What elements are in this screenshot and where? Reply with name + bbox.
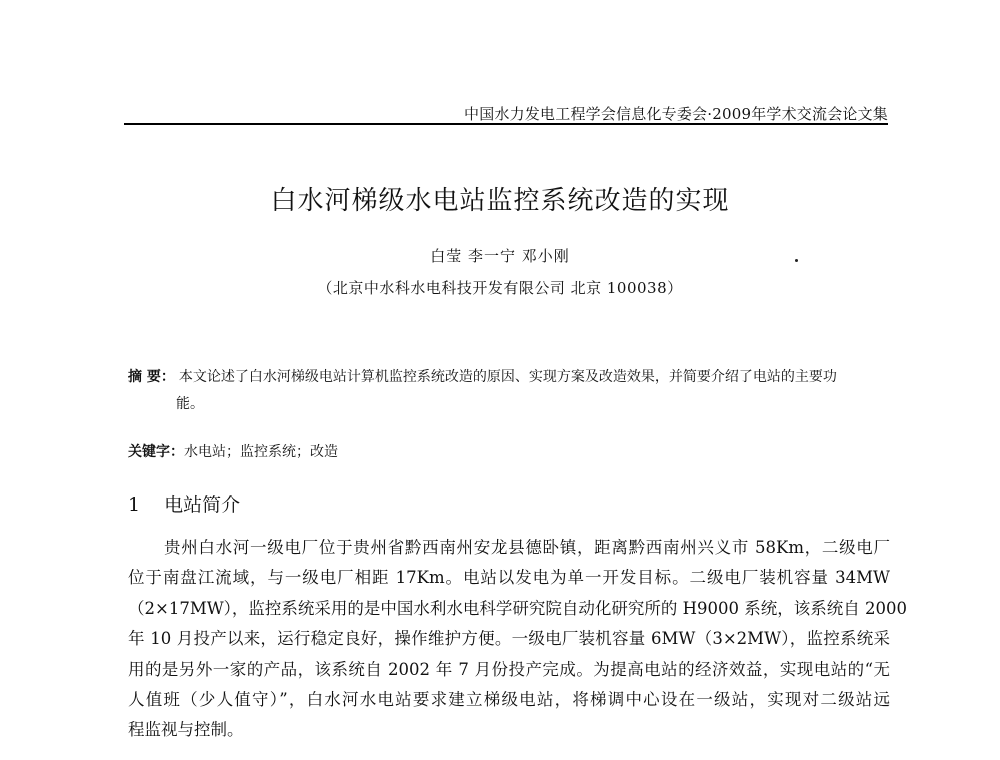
scan-speck (795, 259, 798, 262)
running-header: 中国水力发电工程学会信息化专委会·2009年学术交流会论文集 (464, 105, 888, 123)
body-line: （2×17MW），监控系统采用的是中国水利水电科学研究院自动化研究所的 H9000 系统，该系统自 2000 (128, 598, 908, 618)
header-rule (124, 123, 888, 125)
abstract-line-2: 能。 (176, 396, 204, 412)
abstract-text: 本文论述了白水河梯级电站计算机监控系统改造的原因、实现方案及改造效果，并简要介绍了电站的主要功 (178, 369, 837, 385)
body-line: 用的是另外一家的产品，该系统自 2002 年 7 月份投产完成。为提高电站的经济效益，实现电站的“无 (128, 659, 890, 679)
section-number: 1 (128, 494, 141, 516)
body-line: 年 10 月投产以来，运行稳定良好，操作维护方便。一级电厂装机容量 6MW（3×2MW），监控系统采 (128, 629, 890, 649)
keywords-text: 水电站；监控系统；改造 (184, 444, 338, 460)
body-line: 贵州白水河一级电厂位于贵州省黔西南州安龙县德卧镇，距离黔西南州兴义市 58Km，二级电厂 (164, 538, 890, 557)
section-title: 电站简介 (164, 494, 241, 516)
body-line: 人值班（少人值守）”，白水河水电站要求建立梯级电站，将梯调中心设在一级站，实现对二级站远 (128, 690, 890, 710)
keywords (128, 441, 898, 461)
affiliation: （北京中水科水电科技开发有限公司 北京 100038） (317, 279, 683, 297)
abstract (128, 364, 898, 418)
abstract-line-1 (128, 364, 898, 391)
body-line: 程监视与控制。 (128, 720, 244, 740)
abstract-label: 摘 要： (128, 369, 175, 385)
authors: 白莹 李一宁 邓小刚 (430, 247, 570, 265)
paper-title: 白水河梯级水电站监控系统改造的实现 (270, 186, 730, 216)
body-line: 位于南盘江流域，与一级电厂相距 17Km。电站以发电为单一开发目标。二级电厂装机容量 34MW (128, 568, 890, 588)
keywords-label: 关键字： (128, 444, 184, 460)
section-heading (128, 490, 240, 517)
section-body (128, 533, 908, 746)
